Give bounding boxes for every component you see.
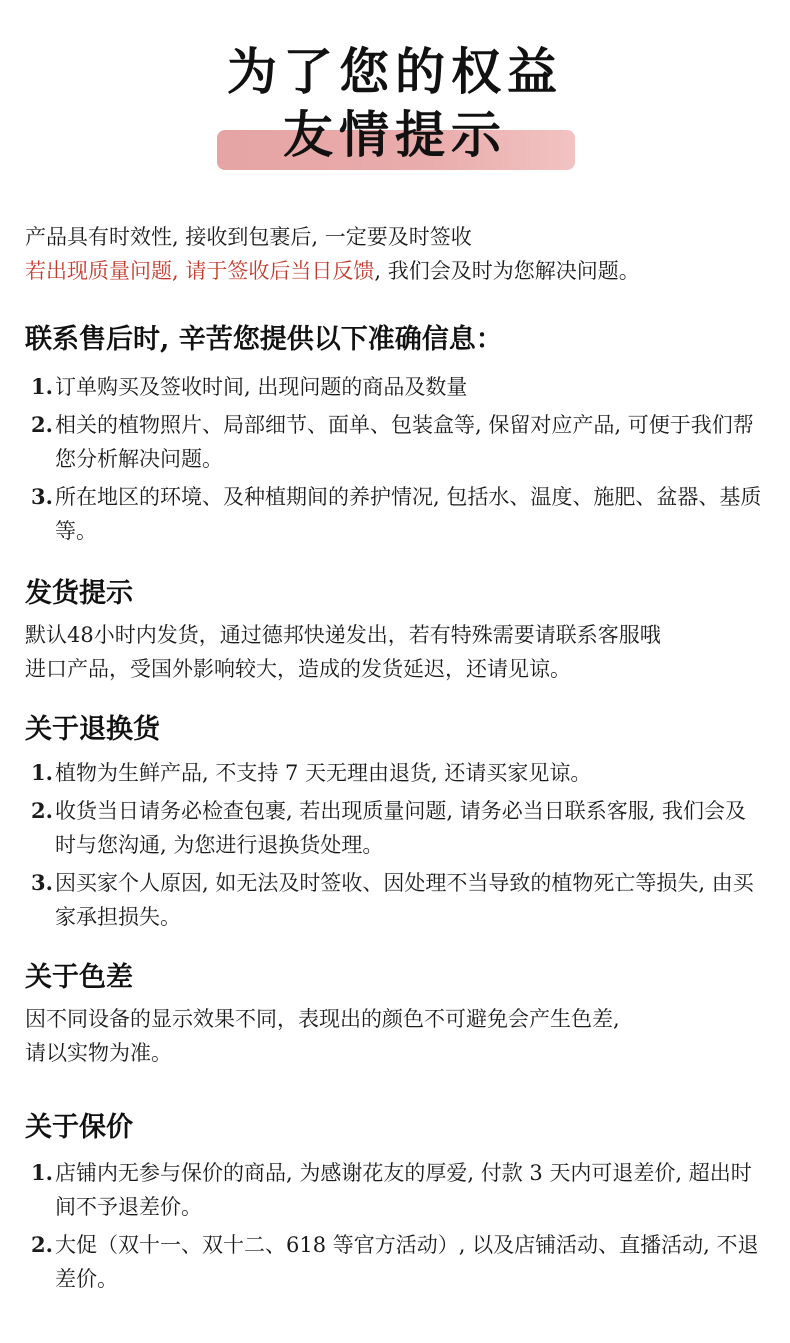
page-title: 为了您的权益	[227, 42, 563, 101]
intro-block	[25, 220, 640, 288]
shipping-section	[25, 574, 765, 686]
color-line-1: 因不同设备的显示效果不同，表现出的颜色不可避免会产生色差,	[25, 1007, 620, 1031]
list-item: 1. 店铺内无参与保价的商品, 为感谢花友的厚爱, 付款 3 天内可退差价, 超出时间不予退差价。	[31, 1160, 752, 1219]
list-item: 3. 因买家个人原因, 如无法及时签收、因处理不当导致的植物死亡等损失, 由买家承担损失。	[31, 870, 754, 929]
returns-section	[25, 710, 765, 934]
list-item: 1. 订单购买及签收时间, 出现问题的商品及数量	[31, 374, 468, 399]
list-item: 3. 所在地区的环境、及种植期间的养护情况, 包括水、温度、施肥、盆器、基质等。	[31, 484, 762, 543]
intro-line-2	[25, 254, 640, 288]
price-title: 关于保价	[25, 1112, 133, 1143]
contact-title: 联系售后时, 辛苦您提供以下准确信息：	[25, 324, 503, 355]
price-list	[25, 1156, 765, 1296]
list-item: 1. 植物为生鲜产品, 不支持 7 天无理由退货, 还请买家见谅。	[31, 760, 592, 785]
color-line-2: 请以实物为准。	[25, 1041, 172, 1065]
contact-list	[25, 370, 765, 548]
color-title: 关于色差	[25, 962, 133, 993]
shipping-title: 发货提示	[25, 578, 133, 609]
price-section	[25, 1108, 765, 1296]
shipping-line-1: 默认48小时内发货，通过德邦快递发出，若有特殊需要请联系客服哦	[25, 623, 661, 647]
intro-warning-text: 若出现质量问题, 请于签收后当日反馈	[25, 259, 375, 283]
intro-line-2-rest: , 我们会及时为您解决问题。	[374, 259, 640, 283]
list-item: 2. 大促（双十一、双十二、618 等官方活动）, 以及店铺活动、直播活动, 不退差价。	[31, 1232, 759, 1291]
list-item: 2. 收货当日请务必检查包裹, 若出现质量问题, 请务必当日联系客服, 我们会及时与您沟通, 为您进行退换货处理。	[31, 798, 747, 857]
returns-list	[25, 756, 765, 934]
shipping-line-2: 进口产品，受国外影响较大，造成的发货延迟，还请见谅。	[25, 657, 571, 681]
page-subtitle: 友情提示	[283, 105, 507, 164]
list-item: 2. 相关的植物照片、局部细节、面单、包装盒等, 保留对应产品, 可便于我们帮您分析解决问题。	[31, 412, 754, 471]
contact-section	[25, 320, 765, 548]
returns-title: 关于退换货	[25, 714, 160, 745]
intro-line-1: 产品具有时效性, 接收到包裹后, 一定要及时签收	[25, 225, 472, 249]
color-section	[25, 958, 765, 1070]
